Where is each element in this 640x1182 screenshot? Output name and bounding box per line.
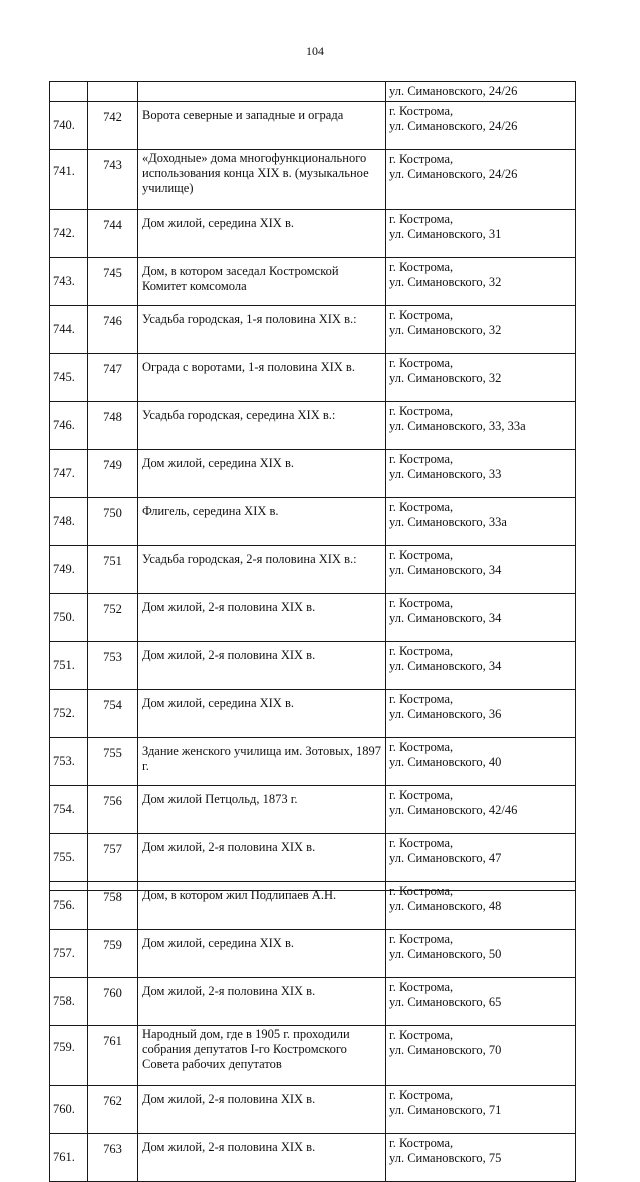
table-row xyxy=(50,1026,576,1086)
table-row xyxy=(50,1086,576,1134)
registry-number-cell: 744 xyxy=(88,210,138,258)
registry-number-cell: 763 xyxy=(88,1134,138,1182)
address-cell xyxy=(386,978,576,1026)
address-cell xyxy=(386,82,576,102)
address-city: г. Кострома, xyxy=(389,404,454,418)
registry-number-cell: 751 xyxy=(88,546,138,594)
page-number: 104 xyxy=(306,44,324,58)
page-bottom-rule xyxy=(49,890,575,891)
row-number-cell: 744. xyxy=(50,306,88,354)
address-city: г. Кострома, xyxy=(389,644,454,658)
address-city: г. Кострома, xyxy=(389,452,454,466)
table-row xyxy=(50,738,576,786)
registry-number-cell: 756 xyxy=(88,786,138,834)
address-street: ул. Симановского, 42/46 xyxy=(389,803,518,817)
row-number-cell: 743. xyxy=(50,258,88,306)
address-cell xyxy=(386,450,576,498)
object-name-cell: Дом жилой, 2-я половина XIX в. xyxy=(138,834,386,882)
address-city: г. Кострома, xyxy=(389,260,454,274)
row-number-cell: 755. xyxy=(50,834,88,882)
object-name-cell: Дом жилой, 2-я половина XIX в. xyxy=(138,978,386,1026)
row-number-cell: 740. xyxy=(50,102,88,150)
row-number-cell: 754. xyxy=(50,786,88,834)
address-cell xyxy=(386,258,576,306)
address-cell xyxy=(386,930,576,978)
table-row xyxy=(50,546,576,594)
row-number-cell: 747. xyxy=(50,450,88,498)
table-row xyxy=(50,102,576,150)
row-number-cell: 748. xyxy=(50,498,88,546)
row-number-cell: 758. xyxy=(50,978,88,1026)
row-number-cell: 751. xyxy=(50,642,88,690)
registry-number-cell: 755 xyxy=(88,738,138,786)
address-city: г. Кострома, xyxy=(389,1088,454,1102)
object-name-cell: «Доходные» дома многофункционального использования конца XIX в. (музыкальное училище) xyxy=(138,150,386,210)
address-city: г. Кострома, xyxy=(389,884,454,898)
row-number-cell: 756. xyxy=(50,882,88,930)
row-number-cell: 746. xyxy=(50,402,88,450)
object-name-cell: Усадьба городская, 2-я половина XIX в.: xyxy=(138,546,386,594)
registry-number-cell: 759 xyxy=(88,930,138,978)
row-number-cell: 745. xyxy=(50,354,88,402)
table-row xyxy=(50,690,576,738)
address-city: г. Кострома, xyxy=(389,356,454,370)
row-number-cell: 741. xyxy=(50,150,88,210)
address-cell xyxy=(386,882,576,930)
row-number-cell: 749. xyxy=(50,546,88,594)
row-number-cell: 760. xyxy=(50,1086,88,1134)
object-name-cell: Здание женского училища им. Зотовых, 1897 г. xyxy=(138,738,386,786)
row-number-cell: 757. xyxy=(50,930,88,978)
address-city: г. Кострома, xyxy=(389,740,454,754)
address-street: ул. Симановского, 32 xyxy=(389,275,502,289)
address-city: г. Кострома, xyxy=(389,596,454,610)
address-street: ул. Симановского, 33 xyxy=(389,467,502,481)
address-cell xyxy=(386,690,576,738)
address-street: ул. Симановского, 50 xyxy=(389,947,502,961)
address-street: ул. Симановского, 32 xyxy=(389,371,502,385)
registry-number-cell: 762 xyxy=(88,1086,138,1134)
registry-number-cell xyxy=(88,82,138,102)
address-cell xyxy=(386,1134,576,1182)
address-street: ул. Симановского, 71 xyxy=(389,1103,502,1117)
address-cell xyxy=(386,786,576,834)
table-row xyxy=(50,594,576,642)
address-street: ул. Симановского, 24/26 xyxy=(389,119,518,133)
continuation-row xyxy=(50,82,576,102)
address-cell xyxy=(386,594,576,642)
address-city: г. Кострома, xyxy=(389,692,454,706)
table-row xyxy=(50,978,576,1026)
table-row xyxy=(50,1134,576,1182)
address-street: ул. Симановского, 70 xyxy=(389,1043,502,1057)
address-city: г. Кострома, xyxy=(389,788,454,802)
table-row xyxy=(50,450,576,498)
object-name-cell: Усадьба городская, середина XIX в.: xyxy=(138,402,386,450)
address-city: г. Кострома, xyxy=(389,1028,454,1042)
address-cell xyxy=(386,642,576,690)
table-row xyxy=(50,150,576,210)
table-row xyxy=(50,354,576,402)
table-row xyxy=(50,258,576,306)
table-row xyxy=(50,210,576,258)
registry-number-cell: 754 xyxy=(88,690,138,738)
address-cell xyxy=(386,498,576,546)
registry-number-cell: 747 xyxy=(88,354,138,402)
address-street: ул. Симановского, 48 xyxy=(389,899,502,913)
object-name-cell: Дом жилой, 2-я половина XIX в. xyxy=(138,594,386,642)
address-cell xyxy=(386,1086,576,1134)
address-cell xyxy=(386,402,576,450)
row-number-cell: 742. xyxy=(50,210,88,258)
address-street: ул. Симановского, 40 xyxy=(389,755,502,769)
object-name-cell xyxy=(138,82,386,102)
table-row xyxy=(50,834,576,882)
address-city: г. Кострома, xyxy=(389,104,454,118)
table-row xyxy=(50,930,576,978)
object-name-cell: Дом жилой, 2-я половина XIX в. xyxy=(138,642,386,690)
address-cell xyxy=(386,150,576,210)
address-city: г. Кострома, xyxy=(389,1136,454,1150)
table-row xyxy=(50,498,576,546)
address-cell xyxy=(386,834,576,882)
object-name-cell: Дом жилой, середина XIX в. xyxy=(138,210,386,258)
object-name-cell: Усадьба городская, 1-я половина XIX в.: xyxy=(138,306,386,354)
registry-number-cell: 749 xyxy=(88,450,138,498)
address-street: ул. Симановского, 32 xyxy=(389,323,502,337)
registry-number-cell: 761 xyxy=(88,1026,138,1086)
address-city: г. Кострома, xyxy=(389,152,454,166)
object-name-cell: Дом жилой, 2-я половина XIX в. xyxy=(138,1134,386,1182)
address-city: г. Кострома, xyxy=(389,932,454,946)
row-number-cell xyxy=(50,82,88,102)
row-number-cell: 752. xyxy=(50,690,88,738)
address-cell xyxy=(386,546,576,594)
address-street: ул. Симановского, 33а xyxy=(389,515,507,529)
object-name-cell: Народный дом, где в 1905 г. проходили собрания депутатов I-го Костромского Совета рабочих депутатов xyxy=(138,1026,386,1086)
registry-number-cell: 750 xyxy=(88,498,138,546)
address-cell xyxy=(386,738,576,786)
object-name-cell: Дом, в котором жил Подлипаев А.Н. xyxy=(138,882,386,930)
registry-number-cell: 760 xyxy=(88,978,138,1026)
registry-number-cell: 758 xyxy=(88,882,138,930)
address-city: г. Кострома, xyxy=(389,308,454,322)
row-number-cell: 759. xyxy=(50,1026,88,1086)
address-city: г. Кострома, xyxy=(389,500,454,514)
address-street: ул. Симановского, 34 xyxy=(389,563,502,577)
table-row xyxy=(50,882,576,930)
heritage-objects-table xyxy=(49,81,576,1182)
object-name-cell: Ворота северные и западные и ограда xyxy=(138,102,386,150)
address-cell xyxy=(386,354,576,402)
address-city: г. Кострома, xyxy=(389,212,454,226)
table-row xyxy=(50,306,576,354)
registry-number-cell: 757 xyxy=(88,834,138,882)
address-street: ул. Симановского, 31 xyxy=(389,227,502,241)
address-street: ул. Симановского, 33, 33а xyxy=(389,419,526,433)
address-cell xyxy=(386,306,576,354)
registry-number-cell: 742 xyxy=(88,102,138,150)
table-body xyxy=(50,82,576,1182)
row-number-cell: 753. xyxy=(50,738,88,786)
registry-number-cell: 753 xyxy=(88,642,138,690)
address-city: г. Кострома, xyxy=(389,836,454,850)
registry-number-cell: 743 xyxy=(88,150,138,210)
table-row xyxy=(50,402,576,450)
address-cell xyxy=(386,210,576,258)
table-row xyxy=(50,642,576,690)
object-name-cell: Ограда с воротами, 1-я половина XIX в. xyxy=(138,354,386,402)
address-street: ул. Симановского, 36 xyxy=(389,707,502,721)
address-street: ул. Симановского, 75 xyxy=(389,1151,502,1165)
address-cell xyxy=(386,1026,576,1086)
address-street: ул. Симановского, 47 xyxy=(389,851,502,865)
address-street: ул. Симановского, 34 xyxy=(389,611,502,625)
object-name-cell: Дом, в котором заседал Костромской Комитет комсомола xyxy=(138,258,386,306)
address-cell xyxy=(386,102,576,150)
registry-number-cell: 746 xyxy=(88,306,138,354)
address-city: г. Кострома, xyxy=(389,548,454,562)
row-number-cell: 750. xyxy=(50,594,88,642)
address-city: г. Кострома, xyxy=(389,980,454,994)
registry-number-cell: 748 xyxy=(88,402,138,450)
table-row xyxy=(50,786,576,834)
object-name-cell: Дом жилой, середина XIX в. xyxy=(138,450,386,498)
object-name-cell: Дом жилой, 2-я половина XIX в. xyxy=(138,1086,386,1134)
registry-number-cell: 745 xyxy=(88,258,138,306)
object-name-cell: Дом жилой, середина XIX в. xyxy=(138,930,386,978)
address-street: ул. Симановского, 34 xyxy=(389,659,502,673)
object-name-cell: Дом жилой Петцольд, 1873 г. xyxy=(138,786,386,834)
address-street: ул. Симановского, 24/26 xyxy=(389,167,518,181)
address-street: ул. Симановского, 24/26 xyxy=(389,84,518,98)
address-street: ул. Симановского, 65 xyxy=(389,995,502,1009)
object-name-cell: Флигель, середина XIX в. xyxy=(138,498,386,546)
row-number-cell: 761. xyxy=(50,1134,88,1182)
object-name-cell: Дом жилой, середина XIX в. xyxy=(138,690,386,738)
registry-number-cell: 752 xyxy=(88,594,138,642)
